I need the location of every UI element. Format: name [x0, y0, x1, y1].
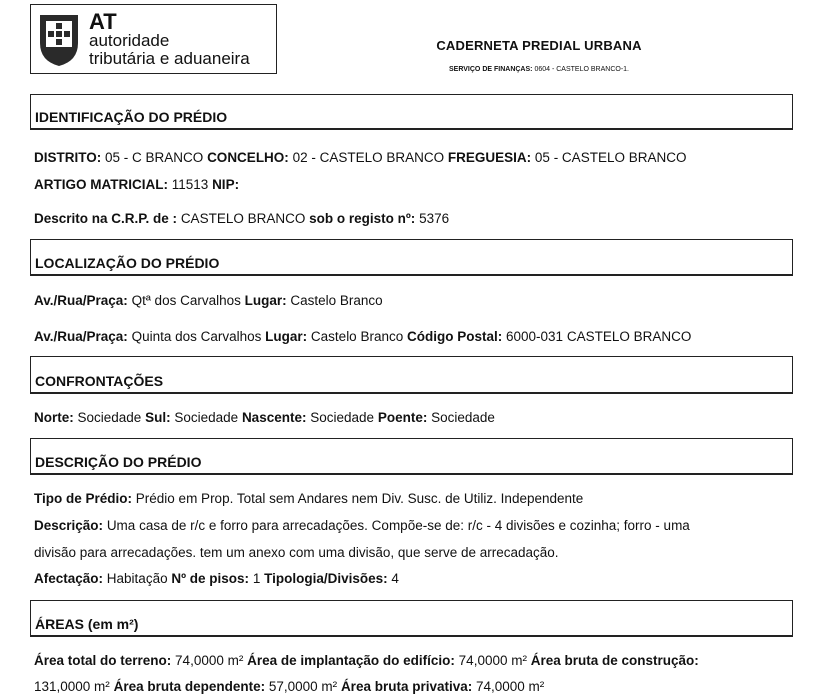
tipo-label: Tipo de Prédio:: [34, 491, 133, 506]
concelho-value: 02 - CASTELO BRANCO: [292, 150, 445, 165]
crp-value: CASTELO BRANCO: [180, 211, 306, 226]
sul-label: Sul:: [145, 410, 171, 425]
areas-line-1: [34, 653, 699, 668]
dependente-label: Área bruta dependente:: [113, 679, 266, 694]
logo-at-text: AT: [89, 9, 117, 34]
norte-label: Norte:: [34, 410, 74, 425]
artigo-label: ARTIGO MATRICIAL:: [34, 177, 168, 192]
service-label: SERVIÇO DE FINANÇAS:: [449, 66, 533, 73]
crp-label: Descrito na C.R.P. de :: [34, 211, 178, 226]
section-header-confrontacoes: [30, 356, 793, 394]
lugar-label: Lugar:: [265, 329, 308, 344]
address-line-1: [34, 293, 383, 308]
service-office: [300, 66, 778, 73]
registo-value: 5376: [419, 211, 450, 226]
tipo-value: Prédio em Prop. Total sem Andares nem Div. Susc. de Utiliz. Independente: [135, 491, 584, 506]
tipologia-label: Tipologia/Divisões:: [264, 571, 388, 586]
nascente-value: Sociedade: [310, 410, 375, 425]
section-title: DESCRIÇÃO DO PRÉDIO: [35, 454, 202, 470]
pisos-label: Nº de pisos:: [171, 571, 250, 586]
tipo-line: [34, 491, 583, 506]
descricao-value: Uma casa de r/c e forro para arrecadações. Compõe-se de: r/c - 4 divisões e cozinha; forro - uma: [106, 518, 690, 533]
rua-value: Qtª dos Carvalhos: [131, 293, 241, 308]
descricao-line-2: [34, 545, 559, 560]
terreno-label: Área total do terreno:: [34, 653, 172, 668]
rua-label: Av./Rua/Praça:: [34, 293, 128, 308]
implantacao-value: 74,0000 m²: [458, 653, 527, 668]
lugar-value: Castelo Branco: [290, 293, 383, 308]
portuguese-shield-icon: [38, 13, 80, 67]
pisos-value: 1: [252, 571, 261, 586]
postal-code-value: 6000-031 CASTELO BRANCO: [506, 329, 692, 344]
logo-line-1: autoridade: [89, 31, 170, 50]
dependente-value: 57,0000 m²: [268, 679, 338, 694]
section-title: LOCALIZAÇÃO DO PRÉDIO: [35, 255, 220, 271]
rua-label: Av./Rua/Praça:: [34, 329, 128, 344]
section-header-areas: [30, 600, 793, 637]
nascente-label: Nascente:: [241, 410, 307, 425]
concelho-label: CONCELHO:: [207, 150, 289, 165]
privativa-label: Área bruta privativa:: [340, 679, 473, 694]
descricao-label: Descrição:: [34, 518, 104, 533]
logo-line-2: tributária e aduaneira: [89, 49, 250, 68]
crp-line: [34, 211, 449, 226]
postal-code-label: Código Postal:: [407, 329, 503, 344]
areas-line-2: [34, 679, 544, 694]
section-title: ÁREAS (em m²): [35, 616, 139, 632]
section-header-descricao: [30, 438, 793, 475]
section-title: CONFRONTAÇÕES: [35, 373, 164, 389]
address-line-2: [34, 329, 691, 344]
freguesia-label: FREGUESIA:: [447, 150, 532, 165]
section-title: IDENTIFICAÇÃO DO PRÉDIO: [35, 109, 228, 125]
descricao-value-continued: divisão para arrecadações. tem um anexo com uma divisão, que serve de arrecadação.: [34, 545, 559, 560]
section-header-identificacao: [30, 94, 793, 130]
implantacao-label: Área de implantação do edifício:: [247, 653, 455, 668]
at-logo: [30, 4, 277, 74]
poente-label: Poente:: [377, 410, 428, 425]
distrito-label: DISTRITO:: [34, 150, 102, 165]
service-value: 0604 - CASTELO BRANCO-1.: [534, 66, 629, 73]
distrito-line: [34, 150, 686, 165]
afectacao-line: [34, 571, 399, 586]
section-header-localizacao: [30, 239, 793, 276]
rua-value: Quinta dos Carvalhos: [131, 329, 262, 344]
nip-label: NIP:: [212, 177, 240, 192]
sul-value: Sociedade: [174, 410, 239, 425]
boundaries-line: [34, 410, 495, 425]
construcao-label: Área bruta de construção:: [530, 653, 699, 668]
tipologia-value: 4: [391, 571, 399, 586]
afectacao-value: Habitação: [106, 571, 168, 586]
construcao-value: 131,0000 m²: [34, 679, 110, 694]
artigo-value: 11513: [171, 177, 209, 192]
document-title: CADERNETA PREDIAL URBANA: [436, 38, 642, 53]
terreno-value: 74,0000 m²: [175, 653, 244, 668]
distrito-value: 05 - C BRANCO: [105, 150, 204, 165]
registo-label: sob o registo nº:: [309, 211, 416, 226]
artigo-line: [34, 177, 239, 192]
descricao-line-1: [34, 518, 690, 533]
norte-value: Sociedade: [77, 410, 142, 425]
poente-value: Sociedade: [431, 410, 495, 425]
afectacao-label: Afectação:: [34, 571, 104, 586]
privativa-value: 74,0000 m²: [476, 679, 545, 694]
freguesia-value: 05 - CASTELO BRANCO: [534, 150, 687, 165]
lugar-value: Castelo Branco: [310, 329, 404, 344]
lugar-label: Lugar:: [244, 293, 287, 308]
